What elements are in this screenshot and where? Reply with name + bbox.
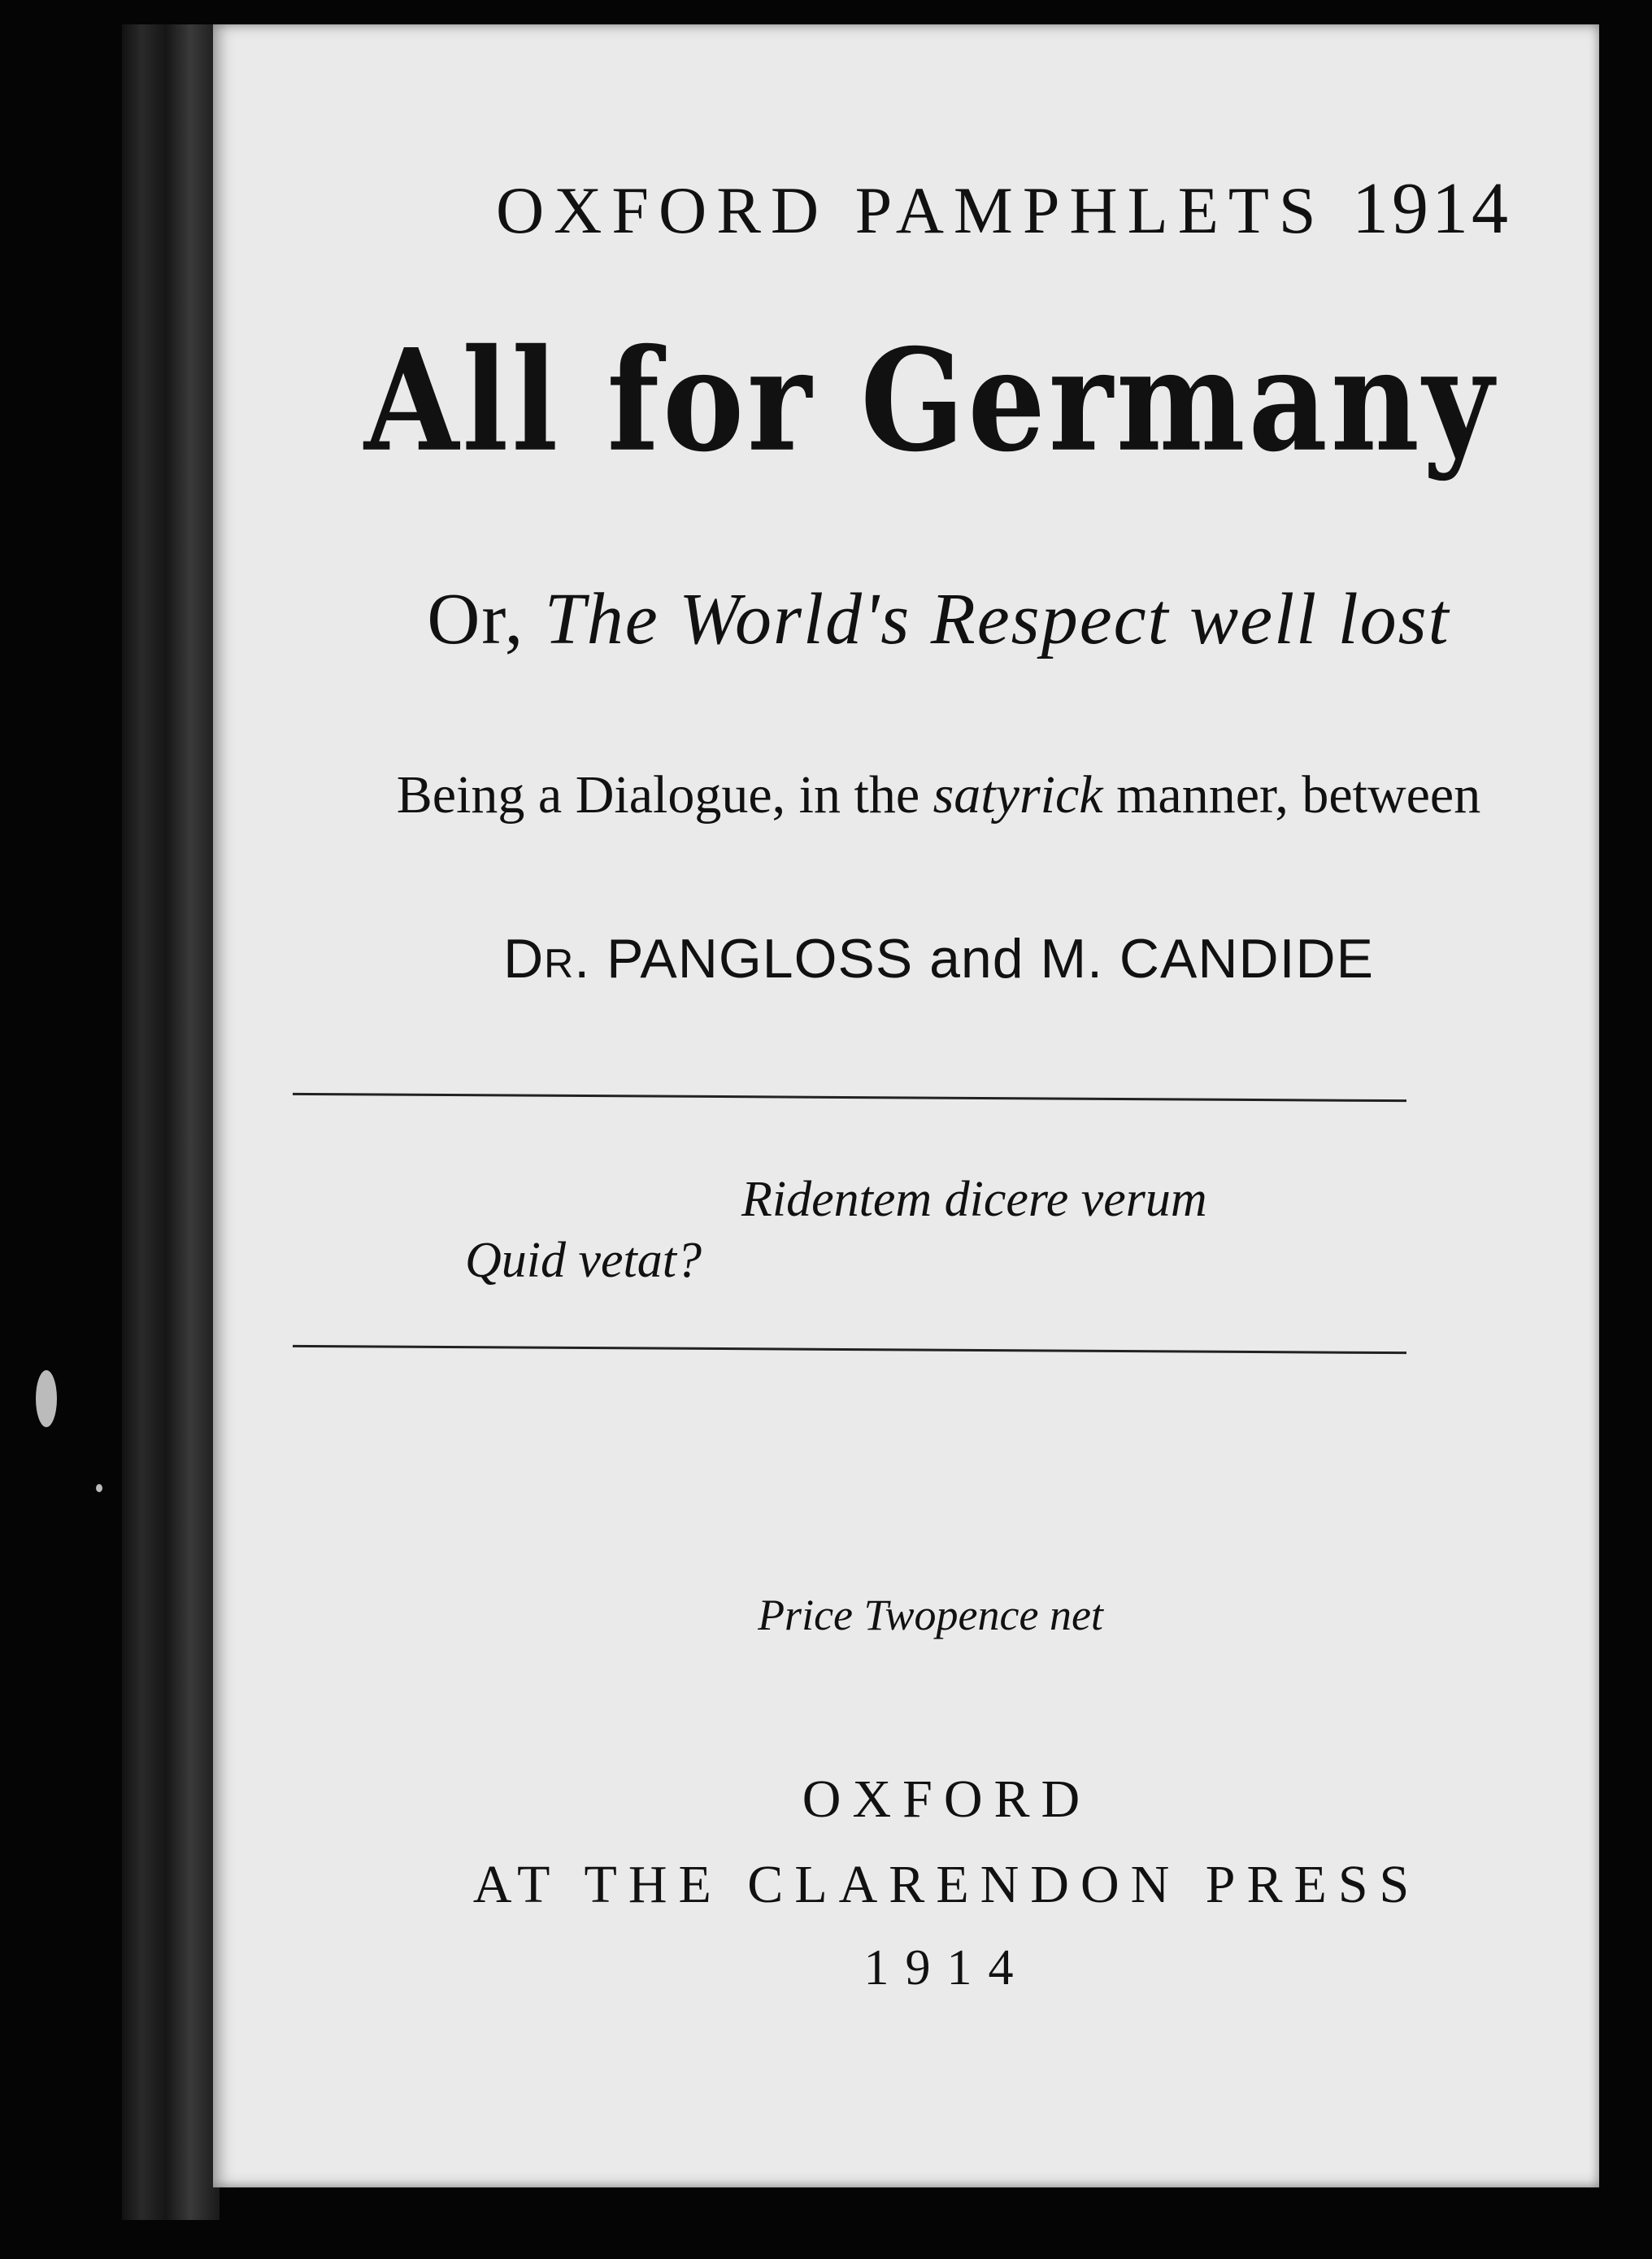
dialogue-emphasis: satyrick	[933, 765, 1103, 825]
series-heading	[311, 167, 1652, 250]
scan-speck-mark	[36, 1370, 57, 1427]
motto-line-1: Ridentem dicere verum	[741, 1172, 1207, 1227]
series-year: 1914	[1352, 168, 1512, 249]
dialogue-after: manner, between	[1116, 765, 1481, 825]
imprint-year: 1914	[863, 1940, 1030, 1996]
speaker-title-prefix: DR.	[503, 928, 591, 990]
speaker-conjunction: and	[929, 928, 1024, 990]
imprint-press: AT THE CLARENDON PRESS	[472, 1855, 1421, 1914]
series-name: OXFORD PAMPHLETS	[495, 173, 1326, 247]
speaker-second: M. CANDIDE	[1040, 928, 1374, 990]
bottom-rule-divider	[293, 1345, 1406, 1354]
dialogue-description	[246, 764, 1632, 826]
top-rule-divider	[293, 1093, 1406, 1102]
subtitle	[246, 577, 1632, 661]
main-title: All for Germany	[363, 318, 1498, 484]
speakers-line	[246, 927, 1632, 990]
subtitle-text: The World's Respect well lost	[544, 579, 1450, 659]
motto-line-2: Quid vetat?	[465, 1233, 702, 1288]
price-line: Price Twopence net	[758, 1591, 1103, 1639]
subtitle-prefix: Or,	[427, 579, 525, 659]
speaker-first: PANGLOSS	[606, 928, 914, 990]
title-page	[213, 24, 1599, 2187]
imprint-city: OXFORD	[802, 1769, 1092, 1829]
scan-speck-mark	[96, 1484, 102, 1492]
dialogue-before: Being a Dialogue, in the	[396, 765, 920, 825]
book-spine-edge	[122, 24, 220, 2220]
